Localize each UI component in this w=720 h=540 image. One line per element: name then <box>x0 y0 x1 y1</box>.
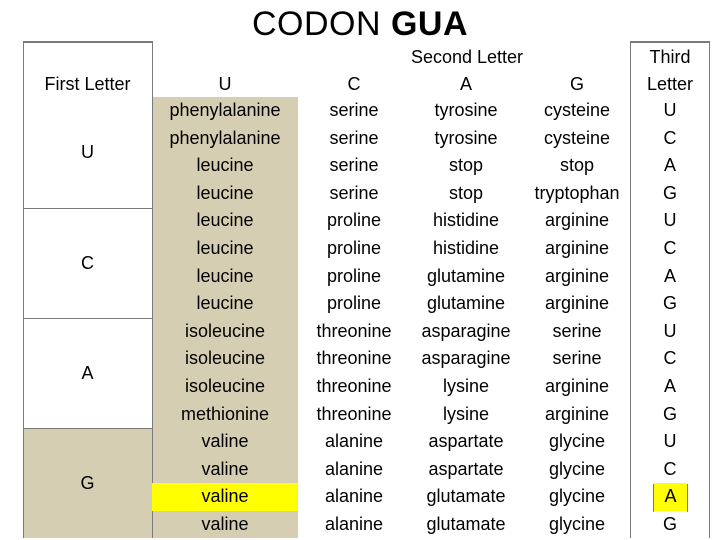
amino-g-cell: arginine <box>544 237 610 258</box>
amino-a-cell: glutamine <box>426 265 506 286</box>
codon-row <box>0 373 720 401</box>
amino-u-cell: leucine <box>196 265 254 286</box>
third-letter-cell: C <box>663 127 677 148</box>
amino-a-cell: aspartate <box>428 458 504 479</box>
first-letter-a: A <box>81 363 94 383</box>
amino-u-cell: methionine <box>180 403 270 424</box>
amino-g-cell: glycine <box>548 486 606 507</box>
amino-c-cell: serine <box>329 182 379 203</box>
amino-u-cell: leucine <box>196 182 254 203</box>
third-letter-cell: A <box>663 265 676 286</box>
title-codon: GUA <box>390 5 469 43</box>
third-letter-cell: C <box>663 348 677 369</box>
amino-c-cell: proline <box>326 293 382 314</box>
third-letter-cell: U <box>663 210 677 231</box>
amino-c-cell: serine <box>329 155 379 176</box>
amino-c-cell: proline <box>326 265 382 286</box>
amino-a-cell: histidine <box>432 237 500 258</box>
amino-u-cell: phenylalanine <box>169 100 281 120</box>
amino-c-cell: proline <box>326 237 382 258</box>
codon-row <box>0 318 720 346</box>
amino-c-cell: proline <box>326 210 382 231</box>
amino-c-cell: alanine <box>324 431 384 452</box>
third-letter-cell: A <box>663 155 676 176</box>
third-letter-cell: U <box>663 100 677 120</box>
amino-a-cell: asparagine <box>421 348 511 369</box>
amino-g-cell: stop <box>559 155 595 176</box>
col-header-c: C <box>347 74 361 94</box>
third-letter-cell: U <box>663 431 677 452</box>
third-letter-cell: C <box>663 458 677 479</box>
amino-g-cell: serine <box>552 320 602 341</box>
codon-row <box>0 180 720 208</box>
amino-a-cell: tyrosine <box>434 127 498 148</box>
codon-row <box>0 483 720 511</box>
amino-g-cell: arginine <box>544 293 610 314</box>
amino-a-cell: lysine <box>442 403 490 424</box>
codon-row <box>0 97 720 125</box>
codon-row <box>0 207 720 235</box>
first-letter-u: U <box>81 142 94 162</box>
third-letter-header-line1: Third <box>649 47 691 67</box>
amino-g-cell: arginine <box>544 403 610 424</box>
title-prefix: CODON <box>251 5 391 43</box>
col-header-g: G <box>569 74 584 94</box>
col-header-u: U <box>218 74 232 94</box>
amino-g-cell: cysteine <box>543 127 611 148</box>
amino-a-cell: aspartate <box>428 431 504 452</box>
amino-u-cell: leucine <box>196 237 254 258</box>
amino-u-cell: valine <box>201 431 249 452</box>
amino-g-cell: arginine <box>544 265 610 286</box>
amino-a-cell: glutamate <box>426 486 506 507</box>
first-letter-header: First Letter <box>44 74 131 94</box>
amino-u-cell: isoleucine <box>184 375 266 396</box>
third-letter-cell: G <box>662 513 677 534</box>
third-letter-cell: C <box>663 237 677 258</box>
amino-c-cell: threonine <box>316 375 392 396</box>
third-letter-cell: G <box>662 182 677 203</box>
amino-g-cell: serine <box>552 348 602 369</box>
codon-table-body <box>0 97 720 539</box>
amino-u-cell: valine <box>201 513 249 534</box>
amino-a-cell: histidine <box>432 210 500 231</box>
codon-row <box>0 290 720 318</box>
codon-row <box>0 125 720 153</box>
amino-c-cell: threonine <box>316 348 392 369</box>
amino-a-cell: stop <box>448 182 484 203</box>
third-letter-cell: A <box>654 483 687 511</box>
amino-a-cell: glutamate <box>426 513 506 534</box>
amino-g-cell: tryptophan <box>534 182 620 203</box>
first-letter-g: G <box>80 473 95 493</box>
amino-g-cell: cysteine <box>543 100 611 120</box>
amino-g-cell: arginine <box>544 210 610 231</box>
amino-c-cell: alanine <box>324 486 384 507</box>
codon-row <box>0 263 720 291</box>
amino-u-cell: valine <box>201 458 249 479</box>
amino-a-cell: asparagine <box>421 320 511 341</box>
codon-row <box>0 235 720 263</box>
codon-row <box>0 345 720 373</box>
amino-u-cell: isoleucine <box>184 320 266 341</box>
second-letter-header: Second Letter <box>410 47 524 67</box>
codon-row <box>0 428 720 456</box>
codon-row <box>0 401 720 429</box>
amino-u-cell: phenylalanine <box>169 127 281 148</box>
amino-a-cell: stop <box>448 155 484 176</box>
third-letter-header-line2: Letter <box>646 74 694 94</box>
first-letter-c: C <box>81 253 94 273</box>
amino-g-cell: arginine <box>544 375 610 396</box>
amino-c-cell: alanine <box>324 513 384 534</box>
codon-row <box>0 456 720 484</box>
amino-u-cell: leucine <box>196 155 254 176</box>
amino-a-cell: glutamine <box>426 293 506 314</box>
amino-g-cell: glycine <box>548 513 606 534</box>
amino-g-cell: glycine <box>548 431 606 452</box>
col-header-a: A <box>459 74 472 94</box>
top-rule-right <box>630 41 710 43</box>
amino-a-cell: lysine <box>442 375 490 396</box>
amino-c-cell: serine <box>329 100 379 120</box>
page-title <box>0 4 720 44</box>
top-rule-left <box>23 41 152 43</box>
codon-row <box>0 152 720 180</box>
amino-c-cell: alanine <box>324 458 384 479</box>
amino-u-cell: valine <box>152 483 298 511</box>
amino-u-cell: leucine <box>196 210 254 231</box>
third-letter-cell: A <box>663 375 676 396</box>
amino-u-cell: leucine <box>196 293 254 314</box>
amino-u-cell: isoleucine <box>184 348 266 369</box>
amino-a-cell: tyrosine <box>434 100 498 120</box>
amino-c-cell: serine <box>329 127 379 148</box>
amino-g-cell: glycine <box>548 458 606 479</box>
third-letter-cell: G <box>662 403 677 424</box>
third-letter-cell: G <box>662 293 677 314</box>
amino-c-cell: threonine <box>316 403 392 424</box>
third-letter-cell: U <box>663 320 677 341</box>
codon-row <box>0 511 720 539</box>
amino-c-cell: threonine <box>316 320 392 341</box>
